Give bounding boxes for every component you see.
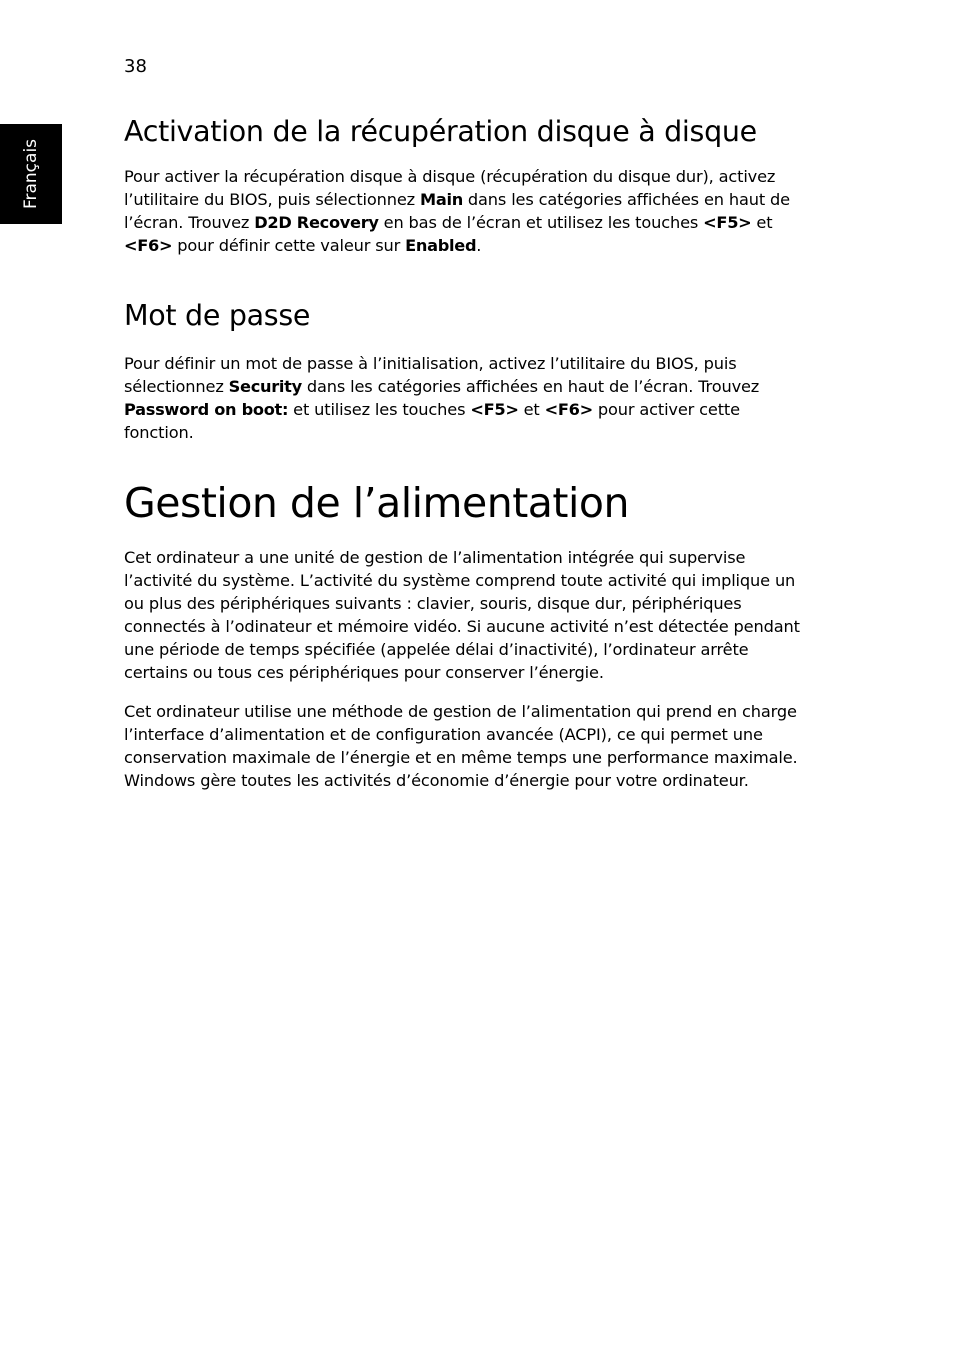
language-side-tab [0, 124, 62, 224]
text-run: dans les catégories affichées en haut de l’écran. Trouvez [124, 190, 790, 232]
page-content [124, 112, 814, 792]
text-run: pour activer cette fonction. [124, 400, 740, 442]
password-paragraph [124, 352, 814, 444]
section-title-password: Mot de passe [124, 299, 311, 332]
text-run: et [751, 213, 773, 232]
section-title-disk-recovery: Activation de la récupération disque à disque [124, 115, 757, 148]
key-f6: <F6> [124, 236, 173, 255]
text-run: et utilisez les touches [288, 400, 471, 419]
chapter-title-power-management: Gestion de l’alimentation [124, 479, 629, 527]
disk-recovery-paragraph [124, 165, 814, 257]
text-run: pour définir cette valeur sur [172, 236, 406, 255]
text-run: en bas de l’écran et utilisez les touches [378, 213, 704, 232]
language-side-tab-label: Français [21, 138, 41, 210]
text-run: et [518, 400, 545, 419]
bios-keyword-main: Main [420, 190, 463, 209]
text-run: Pour définir un mot de passe à l’initialisation, activez l’utilitaire du BIOS, puis sélectionnez [124, 354, 737, 396]
bios-keyword-password-on-boot: Password on boot: [124, 400, 289, 419]
key-f5: <F5> [703, 213, 752, 232]
power-paragraph-1: Cet ordinateur a une unité de gestion de l’alimentation intégrée qui supervise l’activité du système. L’activité du système comprend toute activité qui implique un ou plus des périphériques suivants : clavier, souris, disque dur, périphériques connectés à l’odinateur et mémoire vidéo. Si aucune activité n’est détectée pendant une période de temps spécifiée (appelée délai d’inactivité), l’ordinateur arrête certains ou tous ces périphériques pour conserver l’énergie. [124, 548, 800, 682]
power-paragraph-2: Cet ordinateur utilise une méthode de gestion de l’alimentation qui prend en charge l’interface d’alimentation et de configuration avancée (ACPI), ce qui permet une conservation maximale de l’énergie et en même temps une performance maximale. Windows gère toutes les activités d’économie d’énergie pour votre ordinateur. [124, 702, 798, 790]
text-run: . [476, 236, 482, 255]
bios-value-enabled: Enabled [405, 236, 477, 255]
bios-keyword-security: Security [228, 377, 302, 396]
page-number: 38 [124, 56, 147, 77]
bios-keyword-d2d-recovery: D2D Recovery [254, 213, 379, 232]
key-f6: <F6> [544, 400, 593, 419]
text-run: dans les catégories affichées en haut de l’écran. Trouvez [301, 377, 760, 396]
key-f5: <F5> [470, 400, 519, 419]
text-run: Pour activer la récupération disque à disque (récupération du disque dur), activez l’utilitaire du BIOS, puis sélectionnez [124, 167, 776, 209]
